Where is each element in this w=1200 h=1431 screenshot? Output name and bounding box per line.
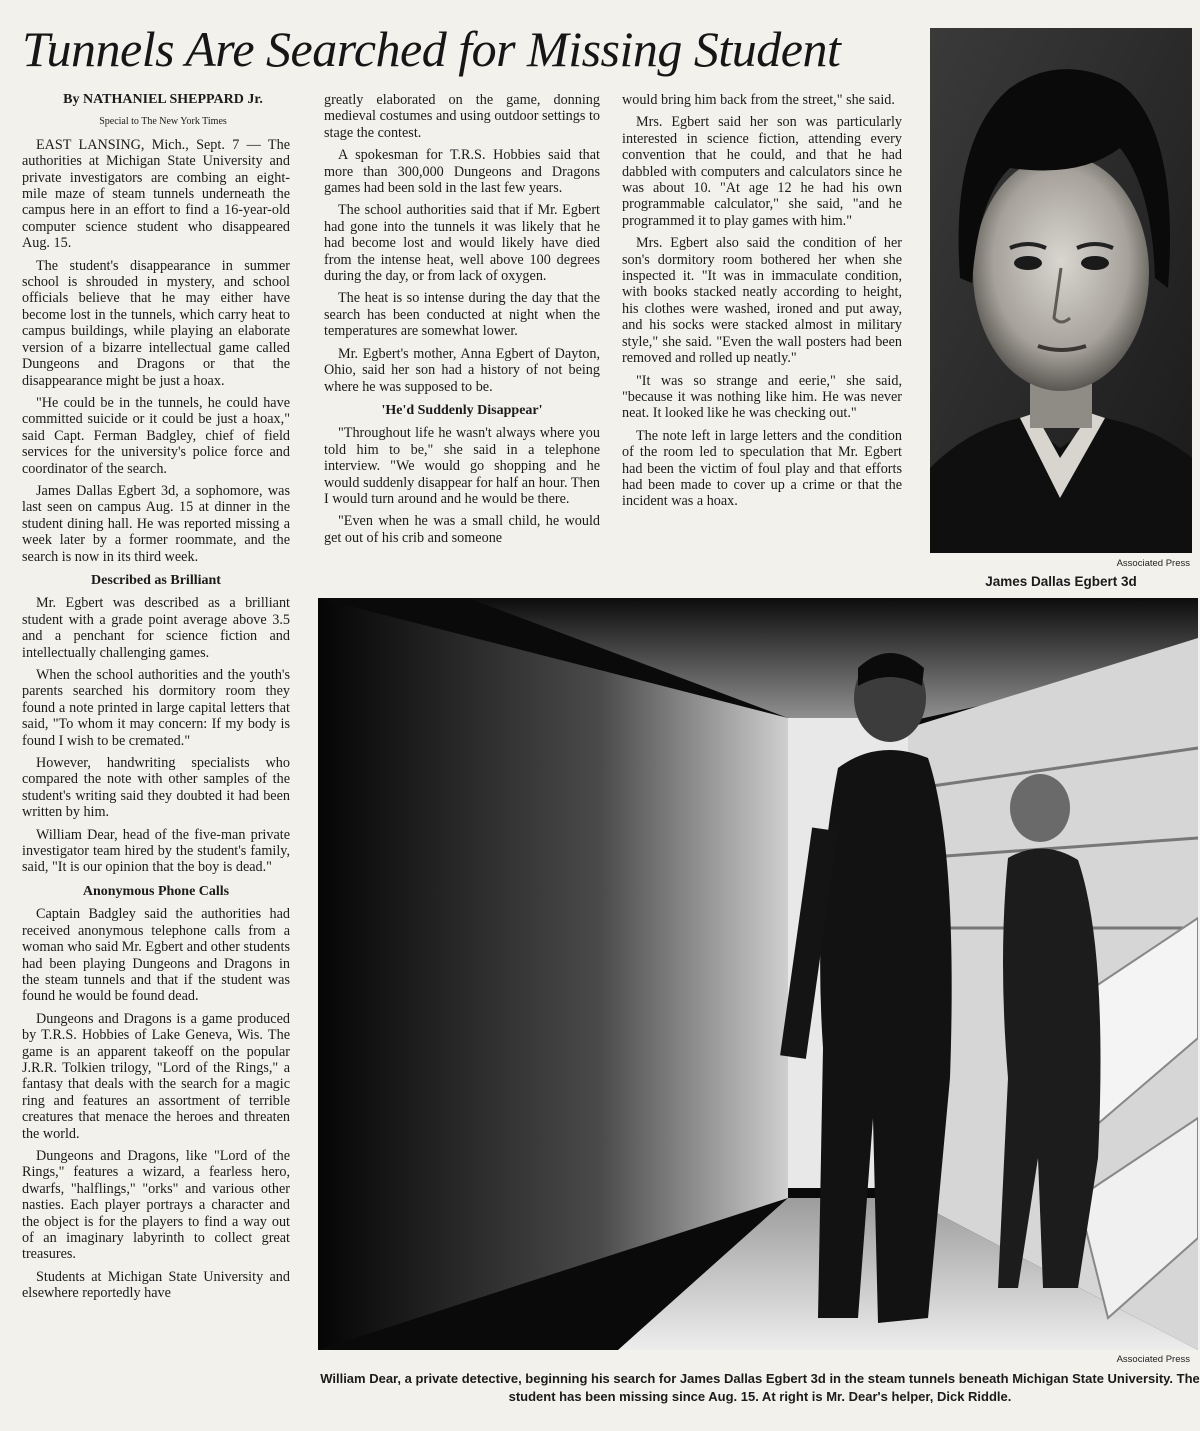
paragraph: A spokesman for T.R.S. Hobbies said that more than 300,000 Dungeons and Dragons games had been sold in the last few years. xyxy=(324,147,600,197)
paragraph: The school authorities said that if Mr. Egbert had gone into the tunnels it was likely that he had become lost and would likely have died from the intense heat, well above 100 degrees during the day, or from lack of oxygen. xyxy=(324,202,600,285)
portrait-caption: James Dallas Egbert 3d xyxy=(985,574,1137,589)
portrait-photo xyxy=(930,28,1192,553)
paragraph: Mrs. Egbert said her son was particularly interested in science fiction, attending every convention that he could, and that he had dabbled with computers and calculators since he was about 10. "At age 12 he had his own programmable calculator," she said, "and he programmed it to play games with him." xyxy=(622,114,902,229)
headline: Tunnels Are Searched for Missing Student xyxy=(22,21,841,77)
paragraph: When the school authorities and the youth's parents searched his dormitory room they found a note printed in large capital letters that said, "To whom it may concern: If my body is found I wish to be cremated." xyxy=(22,667,290,749)
subhead-suddenly-disappear: 'He'd Suddenly Disappear' xyxy=(381,402,543,418)
portrait-image xyxy=(930,28,1192,553)
paragraph: Mr. Egbert was described as a brilliant student with a grade point average above 3.5 and a penchant for science fiction and intellectually challenging games. xyxy=(22,595,290,661)
tunnel-credit: Associated Press xyxy=(1116,1354,1190,1365)
paragraph: The note left in large letters and the condition of the room led to speculation that Mr. Egbert had been the victim of foul play and that efforts had been made to cover up a crime or that the incident was a hoax. xyxy=(622,427,902,510)
paragraph: James Dallas Egbert 3d, a sophomore, was last seen on campus Aug. 15 at dinner in the student dining hall. He was reported missing a week later by a former roommate, and the search is now in its third week. xyxy=(22,482,290,565)
column-2 xyxy=(324,92,600,592)
tunnel-caption: William Dear, a private detective, beginning his search for James Dallas Egbert 3d in the steam tunnels beneath Michigan State University. The student has been missing since Aug. 15. At right is Mr. Dear's helper, Dick Riddle. xyxy=(320,1371,1200,1404)
paragraph: "Even when he was a small child, he would get out of his crib and someone xyxy=(324,513,600,546)
paragraph: EAST LANSING, Mich., Sept. 7 — The authorities at Michigan State University and private investigators are combing an eight-mile maze of steam tunnels underneath the campus here in an effort to find a 16-year-old computer science student who disappeared Aug. 15. xyxy=(22,136,290,252)
paragraph: "It was so strange and eerie," she said, "because it was nothing like him. He was never neat. It looked like he was checking out." xyxy=(622,372,902,422)
special-credit: Special to The New York Times xyxy=(99,116,227,128)
paragraph: would bring him back from the street," she said. xyxy=(622,92,895,108)
paragraph: greatly elaborated on the game, donning medieval costumes and using outdoor settings to stage the contest. xyxy=(324,92,600,141)
paragraph: Mrs. Egbert also said the condition of her son's dormitory room bothered her when she inspected it. "It was in immaculate condition, with books stacked neatly according to height, his clothes were washed, ironed and put away, and his socks were stacked almost in military style," she said. "Even the wall posters had been removed and rolled up neatly." xyxy=(622,235,902,367)
subhead-described-as-brilliant: Described as Brilliant xyxy=(91,572,221,588)
paragraph: Captain Badgley said the authorities had received anonymous telephone calls from a woman who said Mr. Egbert and other students had been playing Dungeons and Dragons in the steam tunnels and that if the student was found he would be found dead. xyxy=(22,906,290,1005)
subhead-anonymous-phone-calls: Anonymous Phone Calls xyxy=(82,883,230,899)
column-3 xyxy=(622,92,902,592)
paragraph: Dungeons and Dragons is a game produced by T.R.S. Hobbies of Lake Geneva, Wis. The game is an apparent takeoff on the popular J.R.R. Tolkien trilogy, "Lord of the Rings," a fantasy that deals with the search for a magic ring and features an assortment of terrible creatures that menace the heroes and threaten the world. xyxy=(22,1010,290,1142)
tunnel-photo xyxy=(318,598,1198,1350)
paragraph: Students at Michigan State University and elsewhere reportedly have xyxy=(22,1268,290,1302)
paragraph: William Dear, head of the five-man private investigator team hired by the student's family, said, "It is our opinion that the boy is dead." xyxy=(22,826,290,876)
paragraph: However, handwriting specialists who compared the note with other samples of the student's writing said they doubted it had been written by him. xyxy=(22,755,290,821)
paragraph: "Throughout life he wasn't always where you told him to be," she said in a telephone interview. "We would go shopping and he would suddenly disappear for half an hour. Then I would turn around and he would be there. xyxy=(324,425,600,507)
byline: By NATHANIEL SHEPPARD Jr. xyxy=(63,92,263,107)
portrait-credit: Associated Press xyxy=(1116,558,1190,569)
paragraph: The student's disappearance in summer school is shrouded in mystery, and school officials believe that he may either have become lost in the tunnels, which carry heat to campus buildings, while playing an elaborate version of a bizarre intellectual game called Dungeons and Dragons or that the disappearance might be just a hoax. xyxy=(22,257,290,389)
paragraph: Dungeons and Dragons, like "Lord of the Rings," features a wizard, a fearless hero, dwarfs, "halflings," "orks" and various other nasties. Each player portrays a character and the object is for the players to find a way out of an imaginary labyrinth to collect great treasures. xyxy=(22,1147,290,1263)
paragraph: Mr. Egbert's mother, Anna Egbert of Dayton, Ohio, said her son had a history of not being where he was supposed to be. xyxy=(324,345,600,395)
column-1 xyxy=(22,92,290,1422)
paragraph: The heat is so intense during the day that the search has been conducted at night when the temperatures are somewhat lower. xyxy=(324,290,600,340)
tunnel-image xyxy=(318,598,1198,1350)
paragraph: "He could be in the tunnels, he could have committed suicide or it could be just a hoax," said Capt. Ferman Badgley, chief of field services for the university's police force and coordinator of the search. xyxy=(22,394,290,477)
